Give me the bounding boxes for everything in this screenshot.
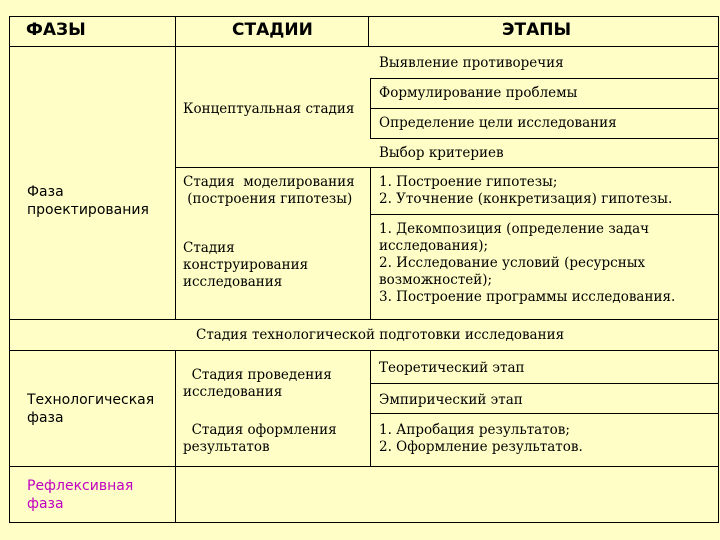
header-divider [9,46,719,47]
step-theoretical: Теоретический этап [379,360,525,376]
step-criteria: Выбор критериев [379,145,504,161]
col-divider-stages-tech [370,350,371,466]
step-divider-5 [370,214,719,215]
header-steps: ЭТАПЫ [502,20,572,40]
table-border-bottom [9,522,719,523]
step-divider-2 [370,108,719,109]
phase-technological: Технологическая фаза [27,392,155,426]
tech-prep-bottom [9,350,719,351]
step-divider-7 [370,413,719,414]
step-goal: Определение цели исследования [379,115,617,131]
table-border-right [718,16,719,523]
stage-conduct: Стадия проведения исследования [183,367,332,400]
step-problem: Формулирование проблемы [379,85,578,101]
stage-modeling: Стадия моделирования (построения гипотезы) [183,174,355,207]
header-phases: ФАЗЫ [26,20,86,40]
header-stages: СТАДИИ [232,20,313,40]
stage-conceptual: Концептуальная стадия [183,101,355,117]
stage-construction: Стадия конструирования исследования [183,240,309,290]
step-contradiction: Выявление противоречия [379,55,564,71]
col-divider-phases-lower [175,350,176,523]
step-divider-1 [370,78,719,79]
step-hypothesis: 1. Построение гипотезы; 2. Уточнение (конкретизация) гипотезы. [379,174,673,207]
table-border-left [9,16,10,523]
step-divider-4 [175,167,719,168]
step-decomposition: 1. Декомпозиция (определение задач исследования); 2. Исследование условий (ресурсных возможностей); 3. Построение программы исследования. [379,221,676,305]
step-divider-6 [370,383,719,384]
step-divider-3 [370,138,719,139]
tech-prep-top [9,319,719,320]
phase-design: Фаза проектирования [27,184,149,218]
step-approbation: 1. Апробация результатов; 2. Оформление результатов. [379,422,583,455]
col-divider-stages-header [368,16,369,47]
step-empirical: Эмпирический этап [379,392,523,408]
col-divider-stages-modeling [370,167,371,319]
stage-formalize: Стадия оформления результатов [183,422,337,455]
stage-tech-prep: Стадия технологической подготовки исследования [196,327,565,343]
phase-reflexive: Рефлексивная фаза [27,478,134,512]
table-border-top [9,16,719,17]
reflexive-divider [9,466,719,467]
